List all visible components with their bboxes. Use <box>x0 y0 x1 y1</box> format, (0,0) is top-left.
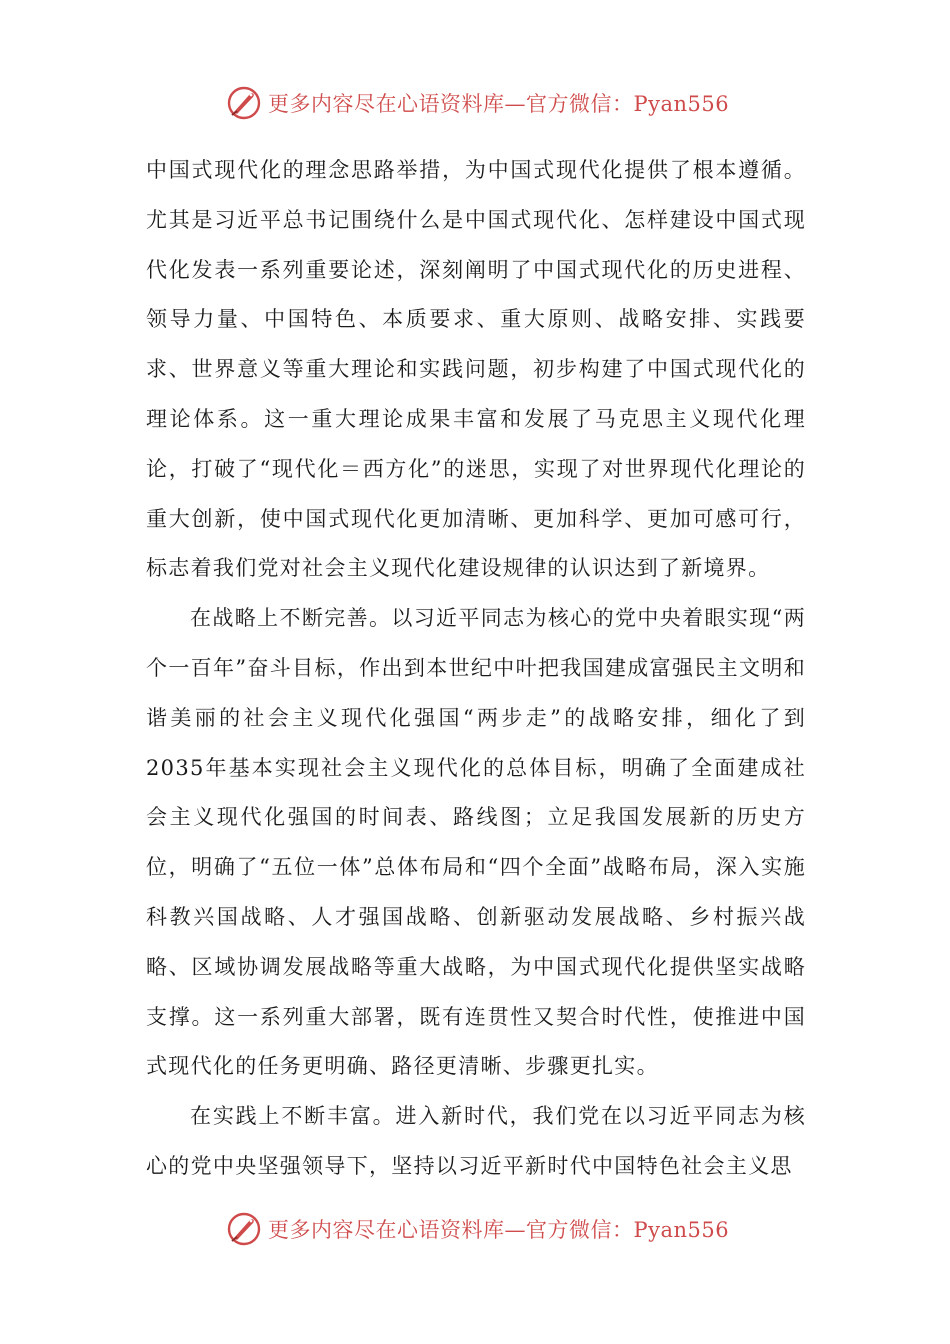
banner-text: 更多内容尽在心语资料库—官方微信：Pyan556 <box>268 92 730 116</box>
document-body <box>146 146 806 1192</box>
footer-banner <box>226 1209 729 1249</box>
header-banner <box>226 83 729 123</box>
quill-pen-logo-icon <box>226 1211 262 1247</box>
paragraph: 在战略上不断完善。以习近平同志为核心的党中央着眼实现“两个一百年”奋斗目标，作出到本世纪中叶把我国建成富强民主文明和谐美丽的社会主义现代化强国“两步走”的战略安排，细化了到2035年基本实现社会主义现代化的总体目标，明确了全面建成社会主义现代化强国的时间表、路线图；立足我国发展新的历史方位，明确了“五位一体”总体布局和“四个全面”战略布局，深入实施科教兴国战略、人才强国战略、创新驱动发展战略、乡村振兴战略、区域协调发展战略等重大战略，为中国式现代化提供坚实战略支撑。这一系列重大部署，既有连贯性又契合时代性，使推进中国式现代化的任务更明确、路径更清晰、步骤更扎实。 <box>146 606 806 1079</box>
banner-text: 更多内容尽在心语资料库—官方微信：Pyan556 <box>268 1218 730 1242</box>
paragraph: 在实践上不断丰富。进入新时代，我们党在以习近平同志为核心的党中央坚强领导下，坚持以习近平新时代中国特色社会主义思 <box>146 1104 806 1178</box>
quill-pen-logo-icon <box>226 85 262 121</box>
paragraph: 中国式现代化的理念思路举措，为中国式现代化提供了根本遵循。尤其是习近平总书记围绕什么是中国式现代化、怎样建设中国式现代化发表一系列重要论述，深刻阐明了中国式现代化的历史进程、领导力量、中国特色、本质要求、重大原则、战略安排、实践要求、世界意义等重大理论和实践问题，初步构建了中国式现代化的理论体系。这一重大理论成果丰富和发展了马克思主义现代化理论，打破了“现代化＝西方化”的迷思，实现了对世界现代化理论的重大创新，使中国式现代化更加清晰、更加科学、更加可感可行，标志着我们党对社会主义现代化建设规律的认识达到了新境界。 <box>146 158 806 581</box>
